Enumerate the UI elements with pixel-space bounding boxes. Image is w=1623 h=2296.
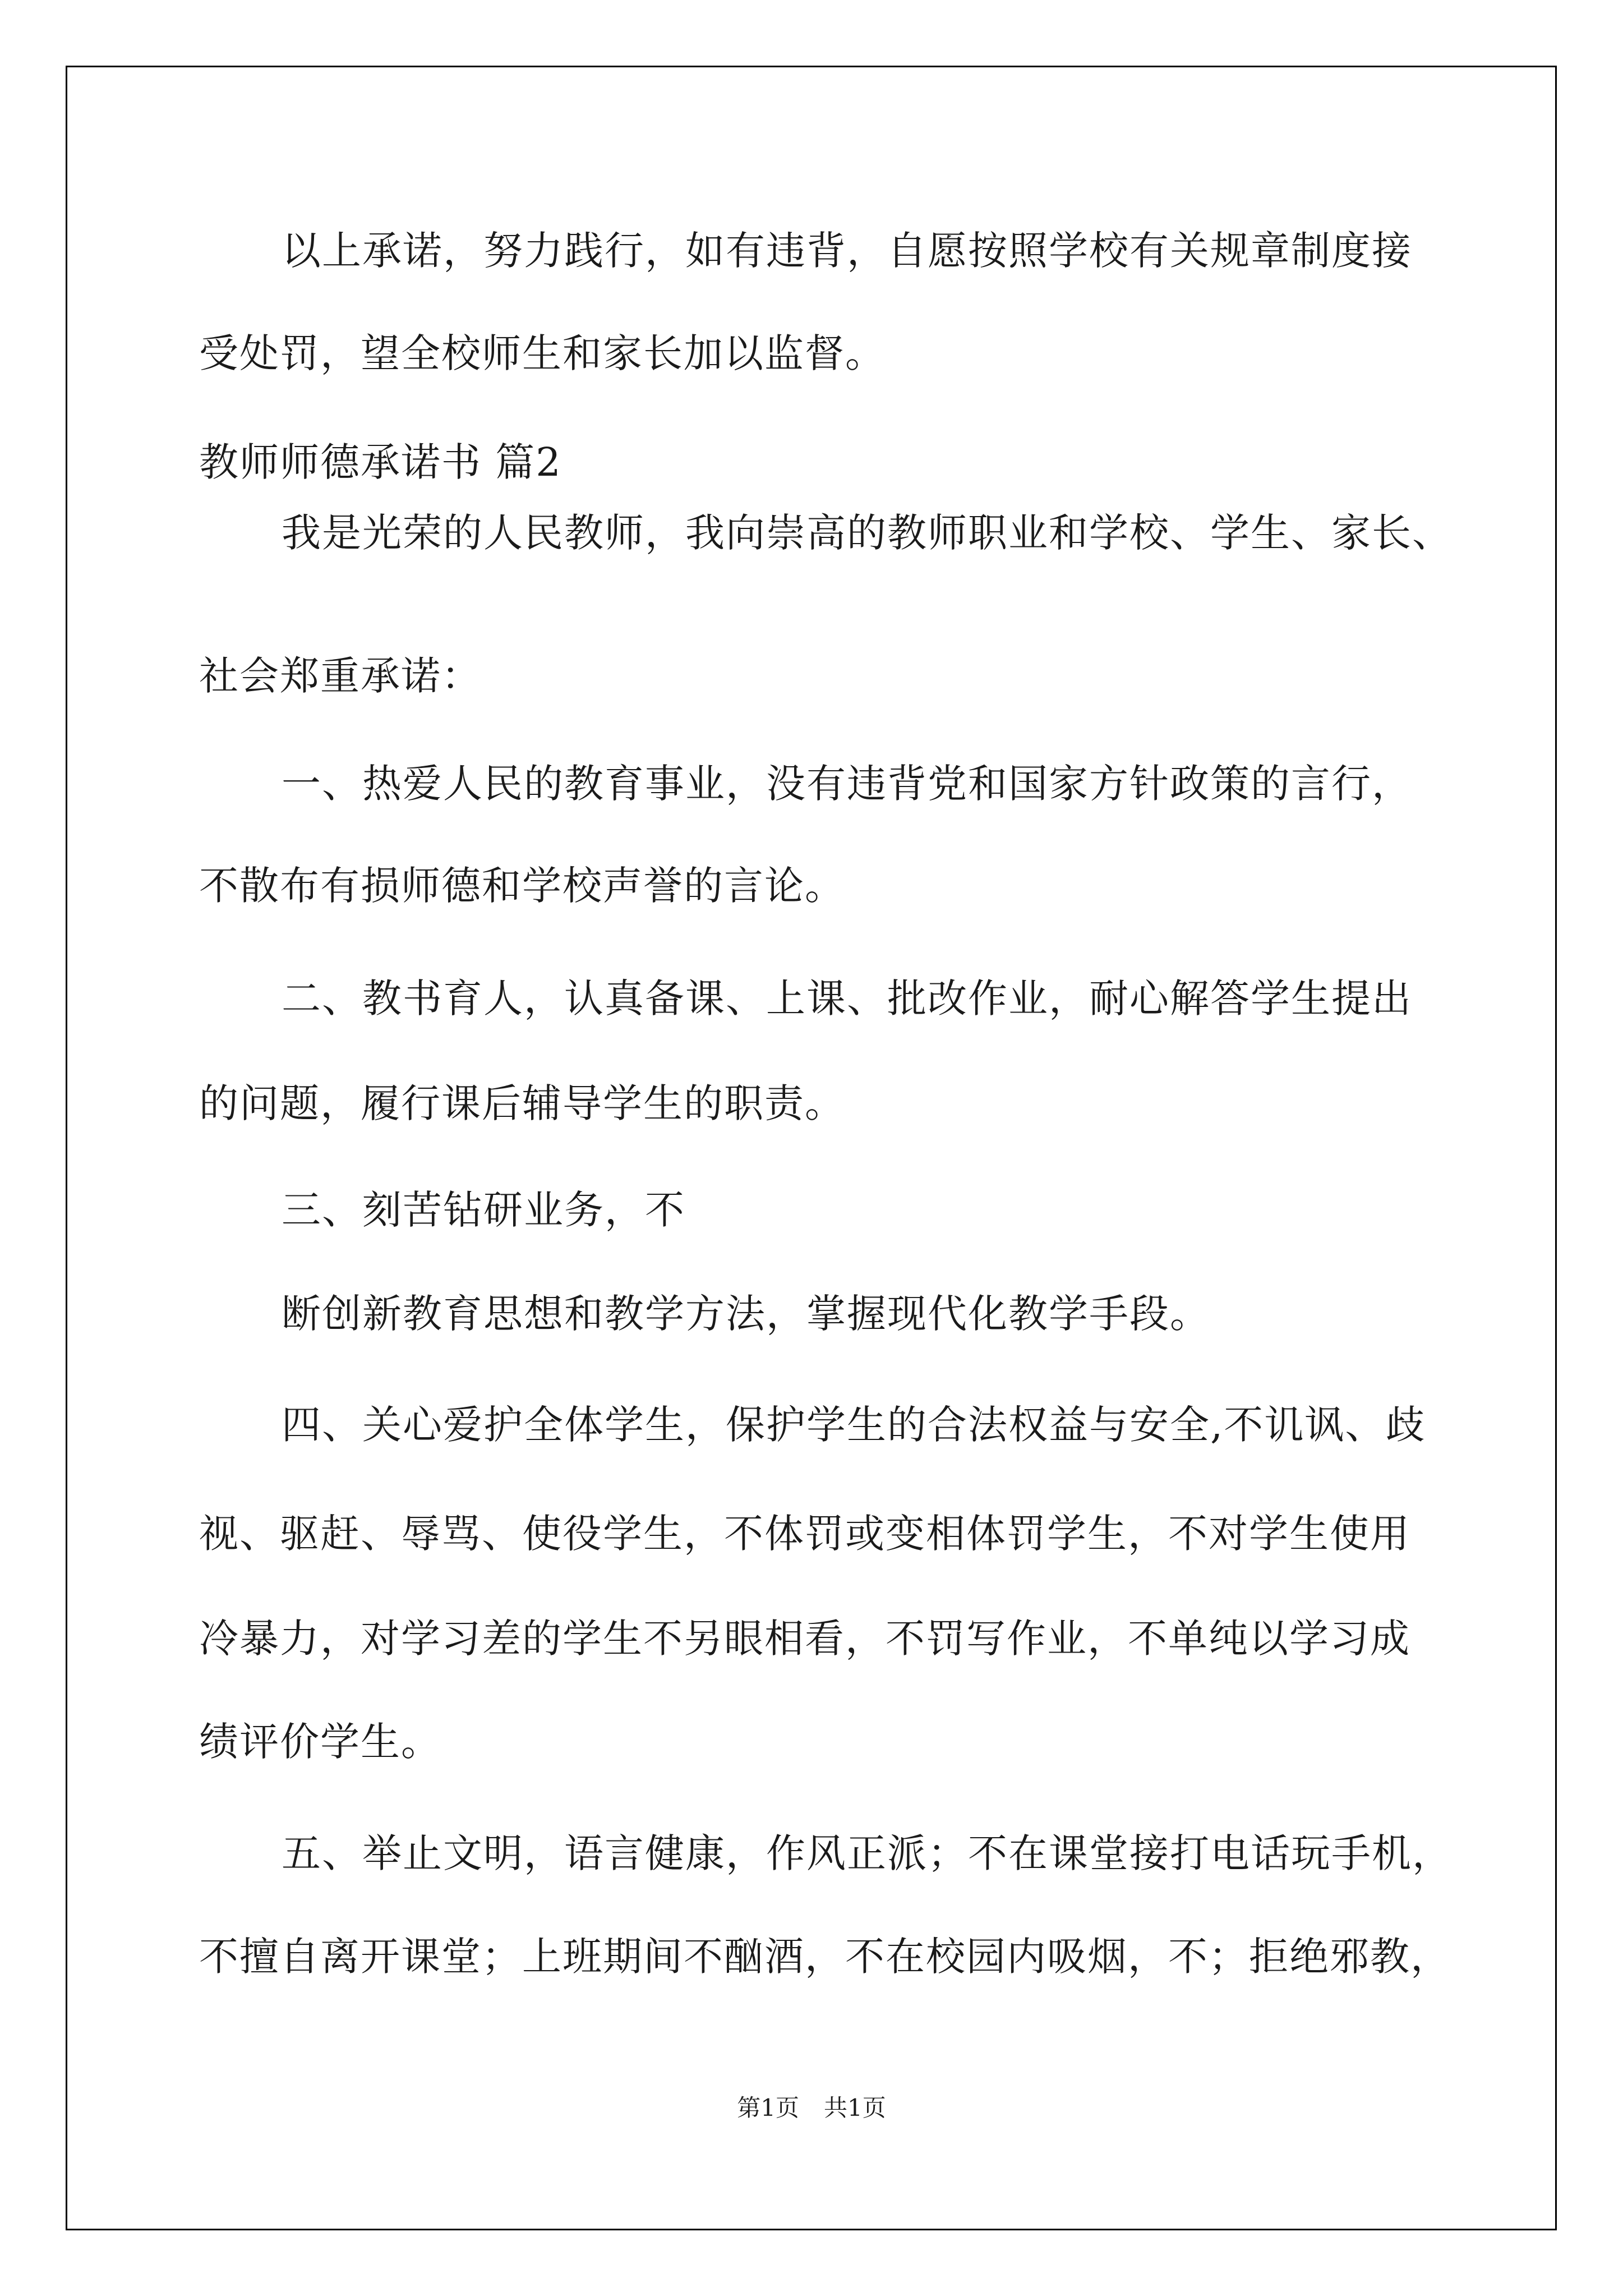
paragraph-line: 以上承诺，努力践行，如有违背，自愿按照学校有关规章制度接 [282,228,1412,274]
page-border [66,66,1557,2230]
page-total: 共1页 [824,2094,886,2122]
paragraph-line: 一、热爱人民的教育事业，没有违背党和国家方针政策的言行， [282,761,1412,807]
page-number: 第1页 [737,2094,799,2122]
paragraph-line: 二、教书育人，认真备课、上课、批改作业，耐心解答学生提出 [282,976,1412,1022]
paragraph-line: 受处罚，望全校师生和家长加以监督。 [199,330,886,376]
section-heading: 教师师德承诺书 篇2 [199,439,562,485]
paragraph-line: 视、驱赶、辱骂、使役学生，不体罚或变相体罚学生，不对学生使用 [199,1511,1410,1557]
paragraph-line: 冷暴力，对学习差的学生不另眼相看，不罚写作业，不单纯以学习成 [199,1616,1410,1662]
paragraph-line: 三、刻苦钻研业务，不 [282,1187,685,1233]
paragraph-line: 的问题，履行课后辅导学生的职责。 [199,1080,845,1126]
paragraph-line: 不擅自离开课堂；上班期间不酗酒，不在校园内吸烟，不；拒绝邪教， [199,1934,1451,1980]
page-footer [0,2091,1623,2125]
paragraph-line: 绩评价学生。 [199,1719,441,1765]
paragraph-line: 四、关心爱护全体学生，保护学生的合法权益与安全,不讥讽、歧 [282,1402,1426,1448]
paragraph-line: 断创新教育思想和教学方法，掌握现代化教学手段。 [282,1291,1210,1337]
paragraph-line: 不散布有损师德和学校声誉的言论。 [199,863,845,909]
paragraph-line: 社会郑重承诺： [199,653,482,699]
paragraph-line: 五、举止文明，语言健康，作风正派；不在课堂接打电话玩手机， [282,1830,1453,1876]
paragraph-line: 我是光荣的人民教师，我向崇高的教师职业和学校、学生、家长、 [282,510,1453,556]
